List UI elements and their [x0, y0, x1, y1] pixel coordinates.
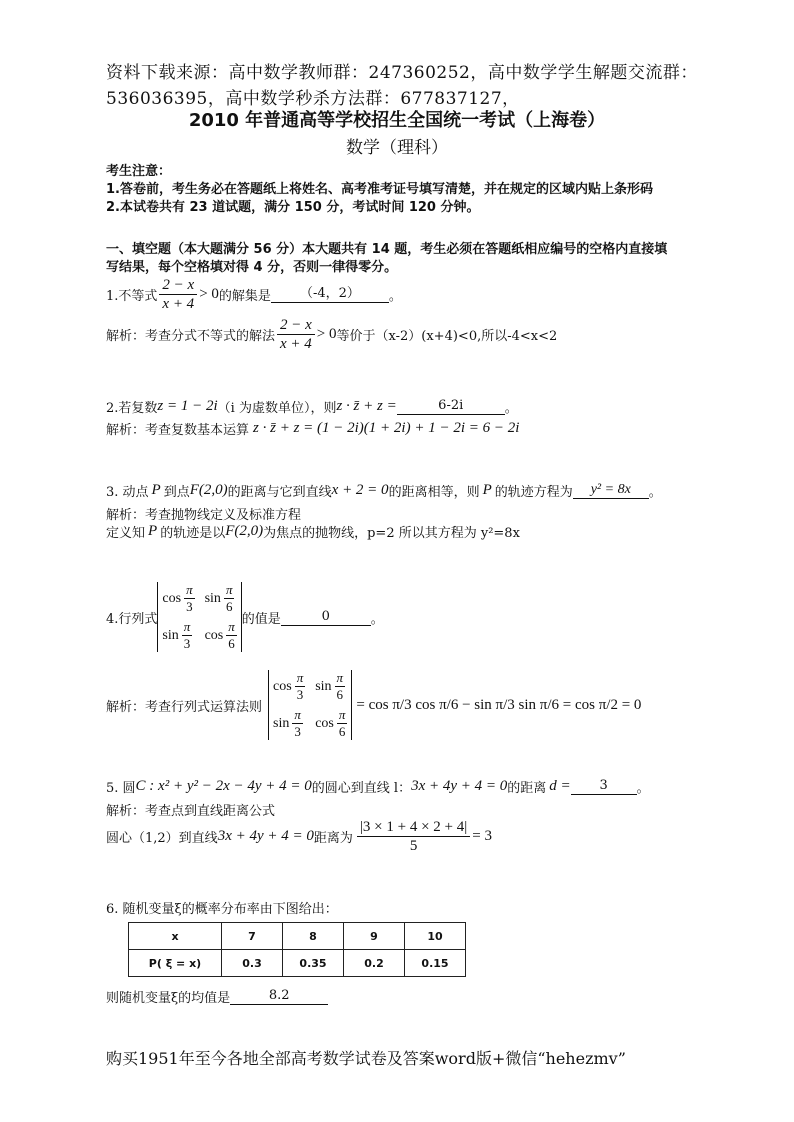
q6-answer-line [106, 987, 328, 1006]
q4-analysis-expr: = cos π/3 cos π/6 − sin π/3 sin π/6 = cos π/2 = 0 [356, 696, 642, 713]
q2-expr: z = 1 − 2i [157, 398, 218, 414]
q3-to-point: 到点 [163, 485, 190, 500]
q3-analysis2-p: P [148, 523, 158, 539]
q4-answer: 0 [281, 609, 371, 626]
table-row [129, 950, 466, 977]
q5-suffix: 的距离 [507, 781, 547, 796]
q4-analysis-cell-22: cos $\frac{\pi}{6}$ [315, 707, 346, 739]
q3-middle2: 的距离相等，则 [388, 485, 480, 500]
header-line-1: 资料下载来源：高中数学教师群：247360252，高中数学学生解题交流群： [106, 63, 698, 83]
q1-prefix: 1.不等式 [106, 289, 158, 304]
exam-subtitle: 数学（理科） [346, 138, 448, 158]
q3-analysis-1: 解析：考查抛物线定义及标准方程 [106, 508, 302, 523]
q1-analysis-ineq: > 0 [316, 326, 337, 342]
q5-circle: C : x² + y² − 2x − 4y + 4 = 0 [135, 778, 312, 794]
q5-answer: 3 [571, 778, 637, 795]
q1-analysis [106, 316, 557, 353]
table-cell: x [129, 923, 222, 950]
question-4 [106, 582, 384, 652]
table-cell: 7 [222, 923, 283, 950]
q6-prefix: 6. 随机变量ξ的概率分布率由下图给出： [106, 902, 338, 917]
q1-analysis-frac-num: 2 − x [277, 316, 315, 335]
q3-analysis2-mid: 的轨迹是以 [160, 526, 226, 541]
q2-middle: （i 为虚数单位），则 [217, 401, 337, 416]
q6-distribution-table-wrap [128, 922, 466, 977]
q5-frac-num: |3 × 1 + 4 × 2 + 4| [357, 818, 470, 837]
q5-result: = 3 [472, 828, 492, 844]
q3-p2: P [482, 482, 492, 498]
question-3 [106, 481, 662, 500]
q3-point: F(2,0) [189, 482, 228, 498]
q4-analysis-cell-12: sin $\frac{\pi}{6}$ [315, 670, 344, 702]
table-cell: 8 [283, 923, 344, 950]
q4-determinant [157, 582, 241, 652]
q1-answer: （-4，2） [271, 286, 389, 303]
q1-analysis-frac-den: x + 4 [280, 336, 312, 352]
q5-line: 3x + 4y + 4 = 0 [411, 778, 508, 794]
q5-prefix: 5. 圆 [106, 781, 136, 796]
q5-end: 。 [636, 781, 650, 796]
q4-analysis-determinant [268, 670, 352, 740]
q4-prefix: 4.行列式 [106, 611, 158, 627]
q1-analysis-fraction [277, 316, 315, 353]
q3-prefix: 3. 动点 [106, 485, 149, 500]
table-cell: 0.2 [344, 950, 405, 977]
footer-note: 购买1951年至今各地全部高考数学试卷及答案word版+微信“hehezmv” [106, 1049, 626, 1068]
q5-analysis-1: 解析：考查点到直线距离公式 [106, 804, 276, 819]
table-cell: 9 [344, 923, 405, 950]
section-1-line-2: 写结果，每个空格填对得 4 分，否则一律得零分。 [106, 260, 398, 275]
q2-prefix: 2.若复数 [106, 401, 158, 416]
question-2 [106, 397, 518, 416]
q4-det-cell-22: cos $\frac{\pi}{6}$ [204, 619, 235, 651]
q2-end: 。 [504, 401, 518, 416]
table-cell: 10 [405, 923, 466, 950]
q4-analysis-cell-21: sin $\frac{\pi}{3}$ [273, 707, 301, 739]
section-1-line-1: 一、填空题（本大题满分 56 分）本大题共有 14 题，考生必须在答题纸相应编号的空格内直接填 [106, 242, 668, 257]
table-cell: 0.35 [283, 950, 344, 977]
q6-answer: 8.2 [230, 988, 328, 1005]
q1-frac-den: x + 4 [162, 296, 195, 312]
q3-analysis2-point: F(2,0) [225, 523, 264, 539]
q5-analysis-fraction [357, 818, 470, 855]
notice-heading: 考生注意： [106, 164, 172, 179]
q2-expr2: z · z̄ + z = [336, 398, 397, 414]
q2-analysis [106, 419, 519, 438]
table-cell: P( ξ = x) [129, 950, 222, 977]
q5-frac-den: 5 [409, 838, 418, 854]
q4-analysis [106, 670, 641, 740]
q5-analysis2-mid: 距离为 [313, 831, 353, 846]
q2-analysis-expr: z · z̄ + z = (1 − 2i)(1 + 2i) + 1 − 2i = 6 − 2i [253, 420, 520, 436]
q4-suffix: 的值是 [241, 611, 281, 627]
q1-suffix: 的解集是 [218, 289, 271, 304]
q1-frac-num: 2 − x [159, 276, 197, 295]
table-cell: 0.3 [222, 950, 283, 977]
notice-item-1: 1.答卷前，考生务必在答题纸上将姓名、高考准考证号填写清楚，并在规定的区域内贴上条形码 [106, 182, 653, 197]
q4-det-cell-12: sin $\frac{\pi}{6}$ [204, 582, 233, 614]
q4-analysis-cell-11: cos $\frac{\pi}{3}$ [273, 670, 304, 702]
q3-p: P [151, 482, 161, 498]
question-5 [106, 777, 650, 796]
q1-fraction [159, 276, 197, 313]
notice-item-2: 2.本试卷共有 23 道试题，满分 150 分，考试时间 120 分钟。 [106, 200, 480, 215]
exam-title: 2010 年普通高等学校招生全国统一考试（上海卷） [188, 110, 606, 131]
q3-end: 。 [648, 485, 662, 500]
q4-end: 。 [370, 611, 384, 627]
q3-suffix: 的轨迹方程为 [494, 485, 573, 500]
table-cell: 0.15 [405, 950, 466, 977]
q5-d: d = [549, 778, 571, 794]
q4-det-cell-21: sin $\frac{\pi}{3}$ [162, 619, 191, 651]
q3-analysis2-prefix: 定义知 [106, 526, 146, 541]
q1-ineq: > 0 [199, 286, 219, 302]
q1-end: 。 [388, 289, 402, 304]
table-header-row [129, 923, 466, 950]
q2-answer: 6-2i [397, 398, 505, 415]
q5-analysis2-line: 3x + 4y + 4 = 0 [217, 828, 314, 844]
q3-line: x + 2 = 0 [331, 482, 389, 498]
question-1 [106, 276, 402, 313]
q6-answer-prefix: 则随机变量ξ的均值是 [106, 991, 231, 1006]
q4-det-cell-11: cos $\frac{\pi}{3}$ [162, 582, 193, 614]
q4-analysis-prefix: 解析：考查行列式运算法则 [106, 699, 263, 715]
q1-analysis-prefix: 解析：考查分式不等式的解法 [106, 329, 276, 344]
q5-analysis2-prefix: 圆心（1,2）到直线 [106, 831, 218, 846]
q1-analysis-suffix: 等价于（x-2）(x+4)<0,所以-4<x<2 [336, 329, 558, 344]
q3-analysis2-suffix: 为焦点的抛物线，p=2 所以其方程为 y²=8x [263, 526, 520, 541]
q5-analysis-2 [106, 818, 492, 855]
q3-answer: y² = 8x [573, 482, 649, 499]
q3-middle: 的距离与它到直线 [227, 485, 332, 500]
q2-analysis-prefix: 解析：考查复数基本运算 [106, 423, 250, 438]
header-line-2: 536036395，高中数学秒杀方法群：677837127， [106, 89, 520, 109]
q5-middle: 的圆心到直线 l： [311, 781, 412, 796]
q3-analysis-2 [106, 522, 520, 541]
q6-distribution-table [128, 922, 466, 977]
